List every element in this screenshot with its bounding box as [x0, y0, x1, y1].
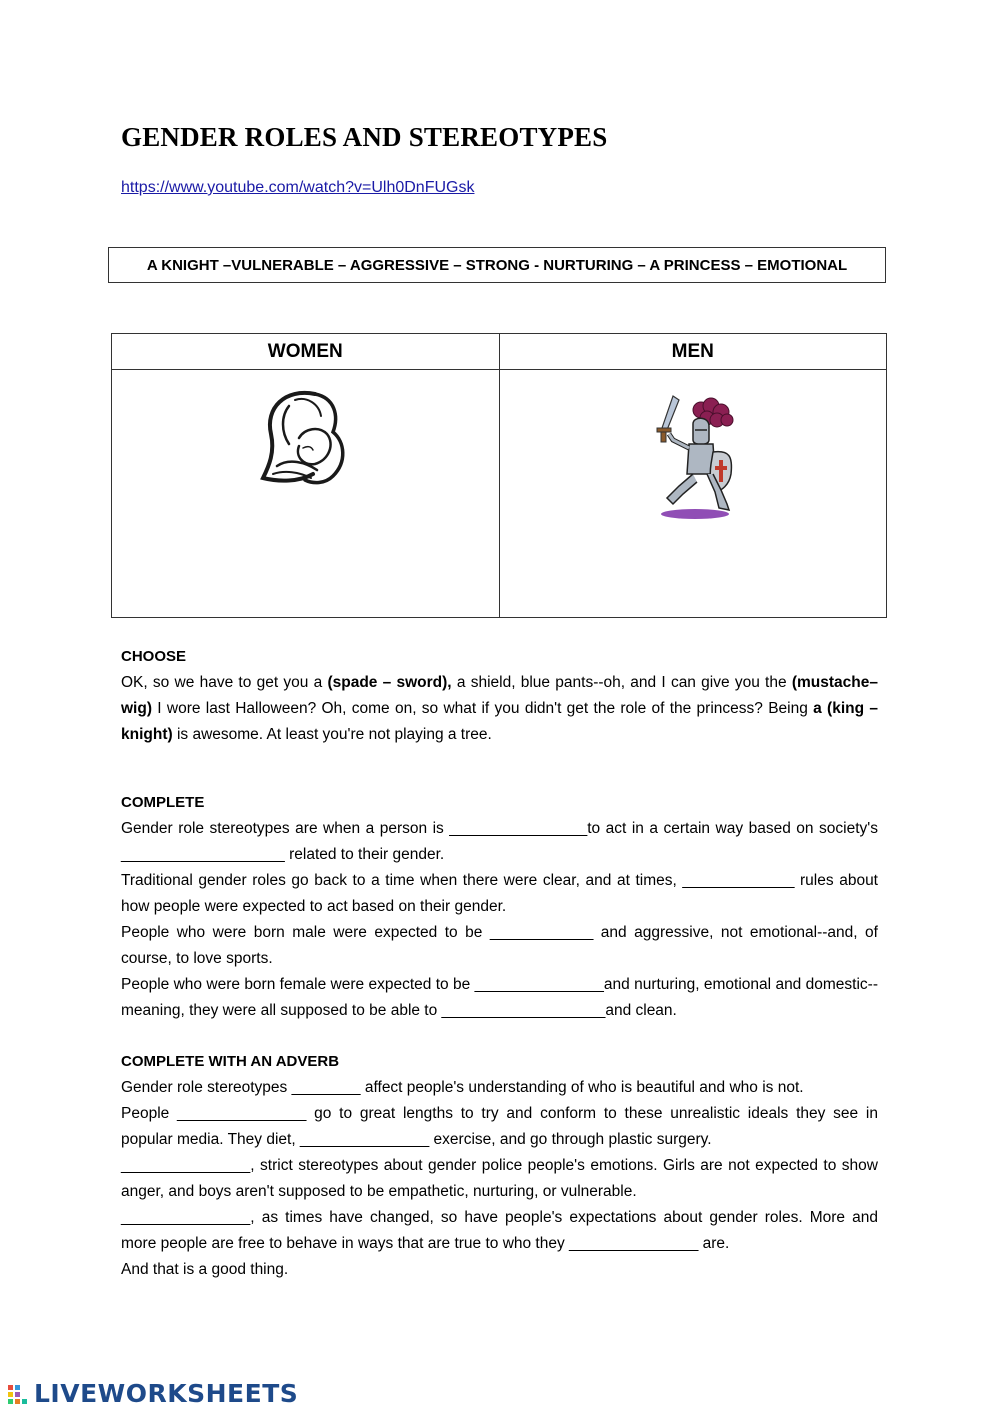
liveworksheets-logo[interactable] — [8, 1379, 298, 1408]
women-column-header: WOMEN — [112, 334, 500, 370]
complete-heading: COMPLETE — [121, 794, 205, 811]
men-cell[interactable] — [499, 370, 887, 618]
adverb-heading: COMPLETE WITH AN ADVERB — [121, 1053, 340, 1070]
adverb-section — [121, 1049, 878, 1283]
adverb-line[interactable]: People _______________ go to great lengths to try and conform to these unrealistic ideals they see in popular media. They diet, _______________ exercise, and go through plastic surgery. — [121, 1105, 878, 1148]
knight-image — [643, 394, 743, 522]
complete-line[interactable]: People who were born female were expected to be _______________and nurturing, emotional and domestic-- meaning, they were all supposed to be able to ___________________and clean. — [121, 976, 878, 1019]
complete-line[interactable]: People who were born male were expected to be ____________ and aggressive, not emotional--and, of course, to love sports. — [121, 924, 878, 967]
choose-text-4: is awesome. At least you're not playing a tree. — [172, 726, 492, 743]
liveworksheets-logo-text: LIVEWORKSHEETS — [34, 1379, 299, 1408]
choose-text-3: I wore last Halloween? Oh, come on, so what if you didn't get the role of the princess? Being — [152, 700, 814, 717]
adverb-line[interactable]: Gender role stereotypes ________ affect people's understanding of who is beautiful and who is not. — [121, 1079, 804, 1096]
adverb-line: And that is a good thing. — [121, 1261, 289, 1278]
youtube-link[interactable]: https://www.youtube.com/watch?v=Ulh0DnFUGsk — [121, 179, 475, 196]
mother-and-baby-image — [255, 386, 355, 496]
choose-paragraph — [121, 670, 878, 748]
word-bank: A KNIGHT –VULNERABLE – AGGRESSIVE – STRONG - NURTURING – A PRINCESS – EMOTIONAL — [108, 247, 886, 283]
complete-line[interactable]: Gender role stereotypes are when a person is ________________to act in a certain way based on society's ___________________ related to their gender. — [121, 820, 878, 863]
complete-line[interactable]: Traditional gender roles go back to a time when there were clear, and at times, _____________ rules about how people were expected to act based on their gender. — [121, 872, 878, 915]
choose-text-2: a shield, blue pants--oh, and I can give you the — [451, 674, 792, 691]
choose-option-wig[interactable]: (mustache–wig) — [121, 674, 878, 717]
page-title: GENDER ROLES AND STEREOTYPES — [121, 122, 608, 152]
adverb-line[interactable]: _______________, as times have changed, so have people's expectations about gender roles. More and more people are free to behave in ways that are true to who they _______________ are. — [121, 1209, 878, 1252]
liveworksheets-logo-icon — [8, 1383, 34, 1405]
complete-section — [121, 790, 878, 1024]
choose-option-sword[interactable]: (spade – sword), — [327, 674, 452, 691]
choose-option-knight[interactable]: a (king –knight) — [121, 700, 878, 743]
adverb-line[interactable]: _______________, strict stereotypes about gender police people's emotions. Girls are not expected to show anger, and boys aren't supposed to be empathetic, nurturing, or vulnerable. — [121, 1157, 878, 1200]
choose-section — [121, 644, 878, 748]
choose-heading: CHOOSE — [121, 648, 187, 665]
women-cell[interactable] — [112, 370, 500, 618]
gender-table — [111, 333, 887, 618]
men-column-header: MEN — [499, 334, 887, 370]
choose-text-1: OK, so we have to get you a — [121, 674, 328, 691]
